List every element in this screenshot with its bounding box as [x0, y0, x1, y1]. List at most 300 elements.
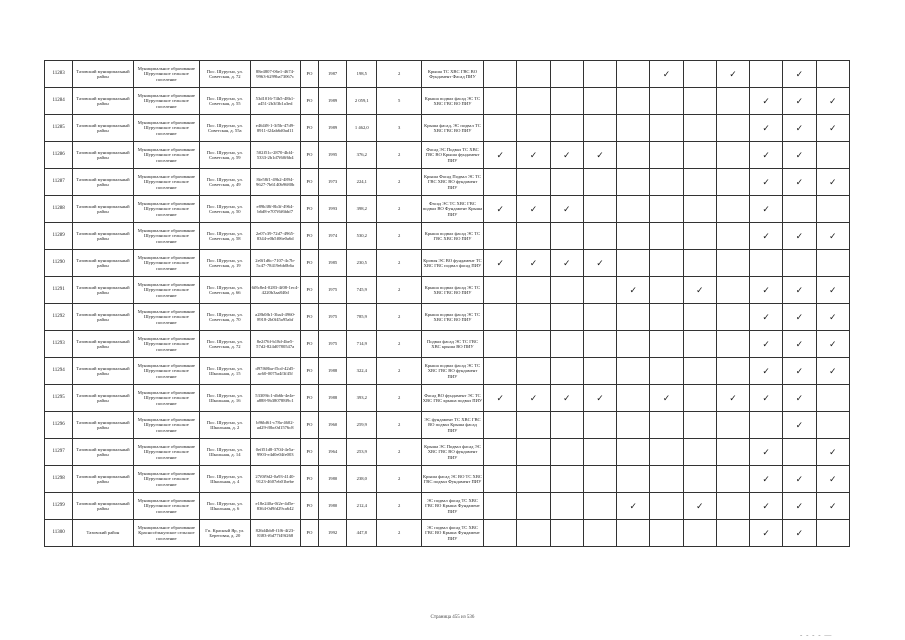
- cell-address: Пос. Шуругно, ул. Советская, д. 55: [200, 88, 250, 115]
- cell-form: РО: [300, 358, 318, 385]
- cell-address: Пос. Шуругно, ул. Советская, д. 58: [200, 223, 250, 250]
- cell-guid: d97f68ba-f5cd-42d5-ac60-0075a4f3f45f: [250, 358, 300, 385]
- cell-district: Тазовский муниципальный район: [73, 385, 133, 412]
- cell-check-7: [683, 61, 716, 88]
- cell-check-10: [783, 358, 816, 385]
- cell-address: Пос. Шуругно, ул. Школьная, д. 4: [200, 466, 250, 493]
- cell-check-4: [583, 142, 616, 169]
- cell-check-5: [617, 493, 650, 520]
- cell-check-8: [716, 520, 749, 547]
- check-icon: ✓: [762, 122, 770, 133]
- table-row: [45, 385, 850, 412]
- cell-check-2: [517, 88, 550, 115]
- cell-floors: 2: [377, 250, 421, 277]
- cell-check-2: [517, 61, 550, 88]
- cell-year: 1988: [319, 385, 347, 412]
- cell-district: Тазовский район: [73, 520, 133, 547]
- cell-district: Тазовский муниципальный район: [73, 331, 133, 358]
- cell-check-8: [716, 385, 749, 412]
- cell-form: РО: [300, 304, 318, 331]
- check-icon: ✓: [829, 500, 837, 511]
- cell-area: 447,8: [347, 520, 377, 547]
- cell-year: 1989: [319, 115, 347, 142]
- cell-district: Тазовский муниципальный район: [73, 277, 133, 304]
- cell-check-2: [517, 304, 550, 331]
- cell-floors: 2: [377, 277, 421, 304]
- cell-area: 238,0: [347, 466, 377, 493]
- check-icon: ✓: [795, 95, 804, 106]
- cell-guid: 6f8c8e4-0283-4f08-1ec4-4220b3aa840d: [250, 277, 300, 304]
- cell-floors: 2: [377, 493, 421, 520]
- cell-district: Тазовский муниципальный район: [73, 169, 133, 196]
- cell-form: РО: [300, 61, 318, 88]
- cell-area: 393,2: [347, 385, 377, 412]
- check-icon: ✓: [829, 176, 837, 187]
- cell-check-6: [650, 196, 683, 223]
- cell-check-8: [716, 169, 749, 196]
- cell-district: Тазовский муниципальный район: [73, 439, 133, 466]
- cell-form: РО: [300, 439, 318, 466]
- cell-check-11: [816, 115, 849, 142]
- cell-address: Гп. Красный Яр, ул. Береговая, д. 20: [200, 520, 250, 547]
- cell-floors: 2: [377, 439, 421, 466]
- cell-municipality: Муниципальное образование Красносёлькупское сельское поселение: [133, 520, 199, 547]
- cell-area: 745,9: [347, 277, 377, 304]
- check-icon: ✓: [829, 473, 837, 484]
- cell-check-3: [550, 115, 583, 142]
- cell-check-11: [816, 385, 849, 412]
- cell-year: 1980: [319, 493, 347, 520]
- check-icon: ✓: [496, 203, 505, 214]
- cell-check-10: [783, 331, 816, 358]
- cell-municipality: Муниципальное образование Шуругинское сельское поселение: [133, 439, 199, 466]
- cell-check-9: [750, 142, 783, 169]
- cell-check-7: [683, 493, 716, 520]
- cell-record-id: 11299: [45, 493, 73, 520]
- cell-floors: 2: [377, 304, 421, 331]
- cell-floors: 2: [377, 331, 421, 358]
- cell-check-11: [816, 142, 849, 169]
- cell-record-id: 11287: [45, 169, 73, 196]
- cell-check-9: [750, 493, 783, 520]
- cell-check-3: [550, 466, 583, 493]
- cell-area: 259,9: [347, 412, 377, 439]
- cell-municipality: Муниципальное образование Шуругинское сельское поселение: [133, 169, 199, 196]
- cell-form: РО: [300, 520, 318, 547]
- cell-year: 1988: [319, 358, 347, 385]
- cell-check-10: [783, 169, 816, 196]
- cell-record-id: 11298: [45, 466, 73, 493]
- check-icon: ✓: [563, 203, 571, 214]
- cell-check-8: [716, 412, 749, 439]
- cell-floors: 2: [377, 142, 421, 169]
- cell-year: 1964: [319, 439, 347, 466]
- cell-check-2: [517, 169, 550, 196]
- check-icon: ✓: [762, 365, 770, 376]
- table-row: [45, 250, 850, 277]
- cell-year: 1980: [319, 466, 347, 493]
- cell-record-id: 11297: [45, 439, 73, 466]
- cell-record-id: 11283: [45, 61, 73, 88]
- check-icon: ✓: [795, 284, 804, 295]
- cell-check-7: [683, 115, 716, 142]
- table-row: [45, 61, 850, 88]
- cell-works: Крыша ТС ХВС ГВС ВО Фундамент Фасад ПИУ: [421, 61, 483, 88]
- cell-check-3: [550, 385, 583, 412]
- cell-floors: 3: [377, 115, 421, 142]
- cell-check-10: [783, 196, 816, 223]
- cell-check-6: [650, 250, 683, 277]
- check-icon: ✓: [762, 203, 770, 214]
- cell-floors: 2: [377, 520, 421, 547]
- check-icon: ✓: [529, 149, 538, 160]
- cell-check-5: [617, 142, 650, 169]
- check-icon: ✓: [829, 122, 837, 133]
- cell-check-1: [484, 466, 517, 493]
- cell-check-7: [683, 520, 716, 547]
- cell-check-5: [617, 169, 650, 196]
- cell-check-4: [583, 520, 616, 547]
- cell-floors: 5: [377, 88, 421, 115]
- cell-check-4: [583, 88, 616, 115]
- cell-municipality: Муниципальное образование Шуругинское сельское поселение: [133, 277, 199, 304]
- cell-floors: 2: [377, 169, 421, 196]
- check-icon: ✓: [695, 500, 704, 511]
- cell-guid: a28b0fb1-3ba4-4960-8918-2b0f45a95abf: [250, 304, 300, 331]
- cell-works: Фасад ЭС Подвал ТС ХВС ГВС ВО Крыша фундамент ПИУ: [421, 142, 483, 169]
- cell-check-7: [683, 196, 716, 223]
- check-icon: ✓: [795, 392, 804, 403]
- cell-check-10: [783, 439, 816, 466]
- cell-check-10: [783, 520, 816, 547]
- cell-works: Фасад ЭС ТС ХВС ГВС подвал ВО Фундамент Крыша ПИУ: [421, 196, 483, 223]
- cell-check-4: [583, 358, 616, 385]
- table-row: [45, 169, 850, 196]
- cell-check-5: [617, 466, 650, 493]
- check-icon: ✓: [496, 149, 505, 160]
- cell-check-4: [583, 169, 616, 196]
- cell-check-6: [650, 223, 683, 250]
- check-icon: ✓: [662, 68, 671, 79]
- cell-check-5: [617, 520, 650, 547]
- check-icon: ✓: [829, 230, 837, 241]
- cell-check-10: [783, 88, 816, 115]
- cell-record-id: 11292: [45, 304, 73, 331]
- cell-check-5: [617, 439, 650, 466]
- check-icon: ✓: [795, 176, 804, 187]
- corner-mark: - - - - —: [800, 631, 833, 639]
- cell-works: Крыша фасад ЭС ВО ТС ХВС ГВС подвал Фундамент ПИУ: [421, 466, 483, 493]
- cell-municipality: Муниципальное образование Шуругинское сельское поселение: [133, 223, 199, 250]
- cell-check-6: [650, 142, 683, 169]
- table-row: [45, 304, 850, 331]
- cell-guid: 8e2f76f-b18d-4be5-57d2-824d0780547a: [250, 331, 300, 358]
- cell-check-8: [716, 223, 749, 250]
- cell-check-6: [650, 304, 683, 331]
- cell-check-6: [650, 466, 683, 493]
- cell-check-7: [683, 250, 716, 277]
- cell-record-id: 11284: [45, 88, 73, 115]
- cell-check-10: [783, 142, 816, 169]
- cell-check-1: [484, 142, 517, 169]
- cell-check-7: [683, 88, 716, 115]
- cell-works: Крыша Фасад Подвал ЭС ТС ГВС ХВС ВО фундамент ПИУ: [421, 169, 483, 196]
- cell-check-9: [750, 331, 783, 358]
- cell-check-5: [617, 277, 650, 304]
- cell-municipality: Муниципальное образование Шуругинское сельское поселение: [133, 358, 199, 385]
- cell-check-1: [484, 439, 517, 466]
- cell-check-6: [650, 277, 683, 304]
- check-icon: ✓: [729, 392, 737, 403]
- cell-year: 1974: [319, 223, 347, 250]
- table-row: [45, 196, 850, 223]
- cell-check-11: [816, 439, 849, 466]
- cell-check-3: [550, 493, 583, 520]
- cell-check-1: [484, 169, 517, 196]
- cell-works: Крыша подвал фасад ЭС ТС ХВС ГВС ВО ПИУ: [421, 304, 483, 331]
- cell-check-11: [816, 61, 849, 88]
- check-icon: ✓: [795, 527, 804, 538]
- cell-check-1: [484, 61, 517, 88]
- table-body: [45, 61, 850, 547]
- cell-guid: 8fe58f1-49b2-4894-9627-7b6140b9680b: [250, 169, 300, 196]
- cell-address: Пос. Шуругно, ул. Школьная, д. 15: [200, 358, 250, 385]
- cell-municipality: Муниципальное образование Шуругинское сельское поселение: [133, 250, 199, 277]
- cell-year: 1987: [319, 61, 347, 88]
- check-icon: ✓: [629, 284, 638, 295]
- table-row: [45, 520, 850, 547]
- cell-check-7: [683, 277, 716, 304]
- cell-check-2: [517, 412, 550, 439]
- cell-check-7: [683, 223, 716, 250]
- cell-check-2: [517, 142, 550, 169]
- cell-check-1: [484, 304, 517, 331]
- cell-guid: 53309fc1-db6b-4e4e-a888-9b380788f9c1: [250, 385, 300, 412]
- table-row: [45, 412, 850, 439]
- cell-floors: 2: [377, 412, 421, 439]
- cell-year: 1985: [319, 250, 347, 277]
- cell-check-5: [617, 331, 650, 358]
- cell-check-3: [550, 520, 583, 547]
- cell-check-6: [650, 331, 683, 358]
- cell-check-4: [583, 250, 616, 277]
- cell-record-id: 11285: [45, 115, 73, 142]
- cell-floors: 2: [377, 61, 421, 88]
- cell-check-9: [750, 250, 783, 277]
- check-icon: ✓: [762, 500, 770, 511]
- cell-guid: e464f8-1-3f5b-47d9-8911-f24ab6d0ad11: [250, 115, 300, 142]
- cell-works: Подвал фасад ЭС ТС ГВС ХВС крыша ВО ПИУ: [421, 331, 483, 358]
- check-icon: ✓: [529, 203, 538, 214]
- cell-address: Пос. Шуругно, ул. Советская, д. 19: [200, 250, 250, 277]
- cell-area: 322,4: [347, 358, 377, 385]
- cell-check-3: [550, 223, 583, 250]
- cell-address: Пос. Шуругно, ул. Школьная, д. 2: [200, 412, 250, 439]
- cell-check-2: [517, 439, 550, 466]
- cell-address: Пос. Шуругно, ул. Советская, д. 50: [200, 196, 250, 223]
- cell-check-1: [484, 385, 517, 412]
- cell-check-1: [484, 196, 517, 223]
- cell-check-3: [550, 169, 583, 196]
- cell-check-7: [683, 466, 716, 493]
- cell-record-id: 11294: [45, 358, 73, 385]
- cell-check-6: [650, 61, 683, 88]
- check-icon: ✓: [795, 122, 804, 133]
- table-row: [45, 493, 850, 520]
- cell-guid: b96bf61-c78a-4602-ad29-f0bc0d1576c8: [250, 412, 300, 439]
- cell-check-5: [617, 196, 650, 223]
- cell-year: 1960: [319, 412, 347, 439]
- cell-address: Пос. Шуругно, ул. Школьная, д. 16: [200, 385, 250, 412]
- cell-check-4: [583, 223, 616, 250]
- cell-district: Тазовский муниципальный район: [73, 115, 133, 142]
- cell-guid: 88e4807-06e1-4674-9963-6299ba73067c: [250, 61, 300, 88]
- cell-check-8: [716, 142, 749, 169]
- cell-check-1: [484, 115, 517, 142]
- cell-check-7: [683, 331, 716, 358]
- check-icon: ✓: [829, 365, 837, 376]
- table-row: [45, 439, 850, 466]
- cell-check-11: [816, 412, 849, 439]
- cell-guid: 2e0f1d6c-7107-4c7b-5c47-78419ebb0b6a: [250, 250, 300, 277]
- cell-municipality: Муниципальное образование Шуругинское сельское поселение: [133, 331, 199, 358]
- check-icon: ✓: [795, 419, 804, 430]
- cell-check-6: [650, 385, 683, 412]
- cell-check-7: [683, 169, 716, 196]
- cell-check-11: [816, 493, 849, 520]
- cell-municipality: Муниципальное образование Шуругинское сельское поселение: [133, 142, 199, 169]
- cell-check-5: [617, 412, 650, 439]
- cell-check-6: [650, 493, 683, 520]
- cell-check-5: [617, 88, 650, 115]
- cell-check-9: [750, 358, 783, 385]
- cell-check-9: [750, 412, 783, 439]
- cell-record-id: 11286: [45, 142, 73, 169]
- cell-check-1: [484, 358, 517, 385]
- cell-check-1: [484, 277, 517, 304]
- cell-check-9: [750, 385, 783, 412]
- cell-check-4: [583, 277, 616, 304]
- cell-check-8: [716, 493, 749, 520]
- cell-check-7: [683, 142, 716, 169]
- cell-check-11: [816, 88, 849, 115]
- cell-check-4: [583, 412, 616, 439]
- cell-check-5: [617, 250, 650, 277]
- cell-year: 1992: [319, 520, 347, 547]
- cell-check-9: [750, 115, 783, 142]
- cell-check-6: [650, 169, 683, 196]
- cell-check-8: [716, 358, 749, 385]
- housing-register-table: [44, 60, 850, 547]
- cell-check-4: [583, 466, 616, 493]
- cell-record-id: 11290: [45, 250, 73, 277]
- cell-check-10: [783, 304, 816, 331]
- cell-form: РО: [300, 493, 318, 520]
- cell-guid: 27f0f9d2-0a93-4140-9123-4607eb01bebe: [250, 466, 300, 493]
- cell-form: РО: [300, 250, 318, 277]
- cell-area: 530,2: [347, 223, 377, 250]
- cell-check-11: [816, 358, 849, 385]
- cell-check-8: [716, 304, 749, 331]
- cell-district: Тазовский муниципальный район: [73, 466, 133, 493]
- cell-check-5: [617, 358, 650, 385]
- check-icon: ✓: [795, 473, 804, 484]
- cell-area: 2 059,1: [347, 88, 377, 115]
- cell-check-9: [750, 466, 783, 493]
- cell-works: Крыша фасад, ЭС подвал ТС ХВС ГВС ВО ПИУ: [421, 115, 483, 142]
- check-icon: ✓: [762, 230, 770, 241]
- check-icon: ✓: [795, 311, 804, 322]
- cell-check-11: [816, 223, 849, 250]
- cell-address: Пос. Шуругно, ул. Советская, д. 59: [200, 142, 250, 169]
- cell-check-3: [550, 439, 583, 466]
- cell-works: Крыша подвал фасад ЭС ТС ХВС ГВС ВО ПИУ: [421, 88, 483, 115]
- cell-form: РО: [300, 466, 318, 493]
- cell-form: РО: [300, 115, 318, 142]
- cell-check-4: [583, 439, 616, 466]
- check-icon: ✓: [596, 392, 604, 403]
- cell-works: ЭС подвал фасад ТС ХВС ГВС ВО Крыша Фундамент ПИУ: [421, 520, 483, 547]
- check-icon: ✓: [762, 338, 770, 349]
- table-row: [45, 223, 850, 250]
- cell-guid: e89b38f-8b3f-4964-b6d8-e707f6f6bbf7: [250, 196, 300, 223]
- cell-check-6: [650, 520, 683, 547]
- cell-check-5: [617, 115, 650, 142]
- cell-record-id: 11300: [45, 520, 73, 547]
- cell-check-3: [550, 88, 583, 115]
- cell-check-2: [517, 466, 550, 493]
- cell-works: Крыша ЭС Подвал фасад ЭС ХВС ГВС ВО фундамент ПИУ: [421, 439, 483, 466]
- page-footer: Страница 455 из 536: [430, 615, 475, 620]
- cell-check-1: [484, 520, 517, 547]
- table-row: [45, 466, 850, 493]
- cell-check-5: [617, 385, 650, 412]
- cell-check-2: [517, 520, 550, 547]
- cell-record-id: 11293: [45, 331, 73, 358]
- cell-check-4: [583, 61, 616, 88]
- check-icon: ✓: [829, 338, 837, 349]
- cell-floors: 2: [377, 385, 421, 412]
- cell-check-10: [783, 493, 816, 520]
- cell-district: Тазовский муниципальный район: [73, 88, 133, 115]
- cell-check-8: [716, 61, 749, 88]
- cell-guid: e18e240a-0f2e-4d5e-8364-0d9fd29ca642: [250, 493, 300, 520]
- cell-form: РО: [300, 277, 318, 304]
- check-icon: ✓: [596, 149, 604, 160]
- cell-works: ЭС подвал фасад ТС ХВС ГВС ВО Крыша Фундамент ПИУ: [421, 493, 483, 520]
- cell-check-3: [550, 358, 583, 385]
- table-row: [45, 88, 850, 115]
- cell-check-2: [517, 115, 550, 142]
- cell-check-10: [783, 385, 816, 412]
- cell-check-10: [783, 223, 816, 250]
- cell-check-6: [650, 412, 683, 439]
- cell-check-4: [583, 385, 616, 412]
- cell-record-id: 11289: [45, 223, 73, 250]
- check-icon: ✓: [695, 284, 704, 295]
- cell-check-1: [484, 223, 517, 250]
- cell-check-8: [716, 277, 749, 304]
- cell-check-2: [517, 493, 550, 520]
- check-icon: ✓: [795, 68, 804, 79]
- cell-address: Пос. Шуругно, ул. Советская, д. 72: [200, 331, 250, 358]
- check-icon: ✓: [795, 149, 804, 160]
- cell-form: РО: [300, 169, 318, 196]
- cell-form: РО: [300, 142, 318, 169]
- table-row: [45, 277, 850, 304]
- cell-check-6: [650, 88, 683, 115]
- cell-year: 1989: [319, 88, 347, 115]
